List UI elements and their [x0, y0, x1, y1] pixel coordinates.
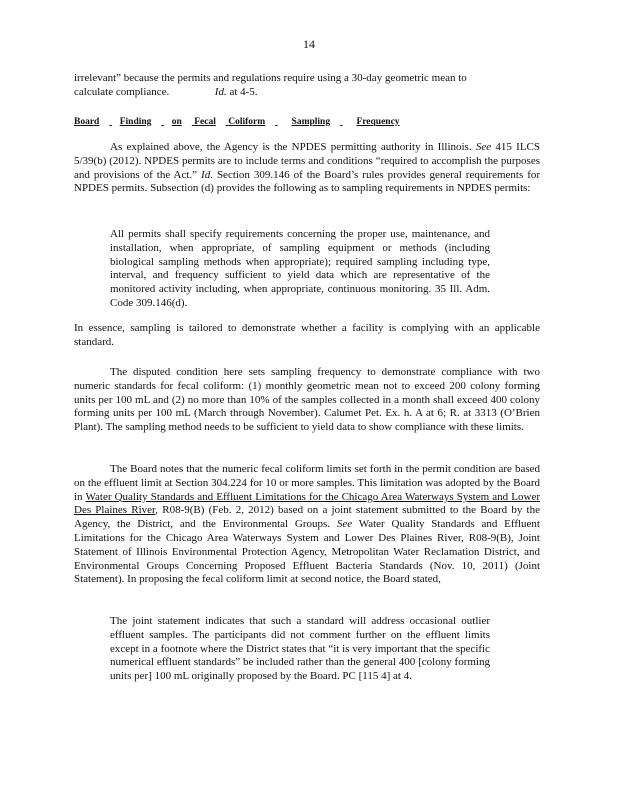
block-quote-regulation: All permits shall specify requirements concerning the proper use, maintenance, and installation, when appropriate, of sampling equipment or methods (including biological sampling methods when appropriate); required sampling including type, interval, and frequency sufficient to yield data which are representative of the monitored activity including, when appropriate, continuous monitoring. 35 Ill. Adm. Code 309.146(d). — [110, 228, 490, 309]
paragraph-1 — [74, 141, 540, 196]
paragraph-4-text: , R08-9(B) (Feb. 2, 2012) based on a joint statement submitted to the Board by the Agency, the District, and the Environmental Groups. — [74, 504, 540, 531]
paragraph-continued-line2 — [74, 86, 540, 100]
page-number: 14 — [303, 37, 315, 51]
heading-word: Fecal — [194, 117, 216, 127]
heading-word: Board — [74, 117, 100, 127]
paragraph-2: In essence, sampling is tailored to demonstrate whether a facility is complying with an applicable standard. — [74, 322, 540, 348]
id-citation: Id. — [201, 168, 213, 181]
paragraph-4-text: Water Quality Standards and Effluent Limitations for the Chicago Area Waterways System and Lower Des Plaines River, R08-9(B), Joint Statement of Illinois Environmental Protection Agency, Metropolitan Water Reclamation District, and Environmental Groups Concerning Proposed Effluent Bacteria Standards (Nov. 10, 2011) (Joint Statement). In proposing the fecal coliform limit at second notice, the Board stated, — [74, 518, 540, 586]
paragraph-continued-line1: irrelevant” because the permits and regulations require using a 30-day geometric mean to — [74, 72, 467, 84]
paragraph-continued — [74, 72, 540, 100]
paragraph-1-text: Section 309.146 of the Board’s rules provides general requirements for NPDES permits. Subsection (d) provides the following as to sampling requirements in NPDES permits: — [74, 168, 541, 195]
id-citation: Id. — [214, 85, 227, 98]
heading-word: Coliform — [228, 117, 266, 127]
paragraph-continued-text: calculate compliance. — [74, 85, 170, 98]
rulemaking-title: Water Quality Standards and Effluent Limitations for the Chicago Area Waterways System and Lower Des Plaines River — [74, 490, 540, 517]
heading-word: Sampling — [291, 117, 331, 127]
see-signal: See — [336, 518, 353, 531]
section-heading — [74, 117, 410, 127]
paragraph-1-text: As explained above, the Agency is the NPDES permitting authority in Illinois. — [110, 141, 472, 153]
heading-word: Frequency — [356, 117, 400, 127]
heading-word: Finding — [119, 117, 152, 127]
heading-word: on — [171, 117, 182, 127]
paragraph-3: The disputed condition here sets sampling frequency to demonstrate compliance with two numeric standards for fecal coliform: (1) monthly geometric mean not to exceed 200 colony forming units per 100 mL and (2) no more than 10% of the samples collected in a month shall exceed 400 colony forming units per 100 mL (March through November). Calumet Pet. Ex. h. A at 6; R. at 3313 (O’Brien Plant). The sampling method needs to be sufficient to yield data to show compliance with these limits. — [74, 366, 540, 434]
paragraph-4-text: The Board notes that the numeric fecal coliform limits set forth in the permit condition are based on the effluent limit at Section 304.224 for 10 or more samples. This limitation was adopted by the Board in — [74, 463, 540, 503]
page-cite: at 4-5. — [229, 85, 258, 98]
paragraph-4 — [74, 463, 540, 587]
paragraph-1-text: 415 ILCS 5/39(b) (2012). NPDES permits are to include terms and conditions “required to accomplish the purposes and provisions of the Act.” — [74, 141, 540, 181]
block-quote-board: The joint statement indicates that such a standard will address occasional outlier effluent samples. The participants did not comment further on the effluent limits except in a footnote where the District states that “it is very important that the specific numerical effluent standards” be included rather than the general 400 [colony forming units per] 100 mL originally proposed by the Board. PC [115 4] at 4. — [110, 615, 490, 683]
see-signal: See — [475, 141, 492, 153]
